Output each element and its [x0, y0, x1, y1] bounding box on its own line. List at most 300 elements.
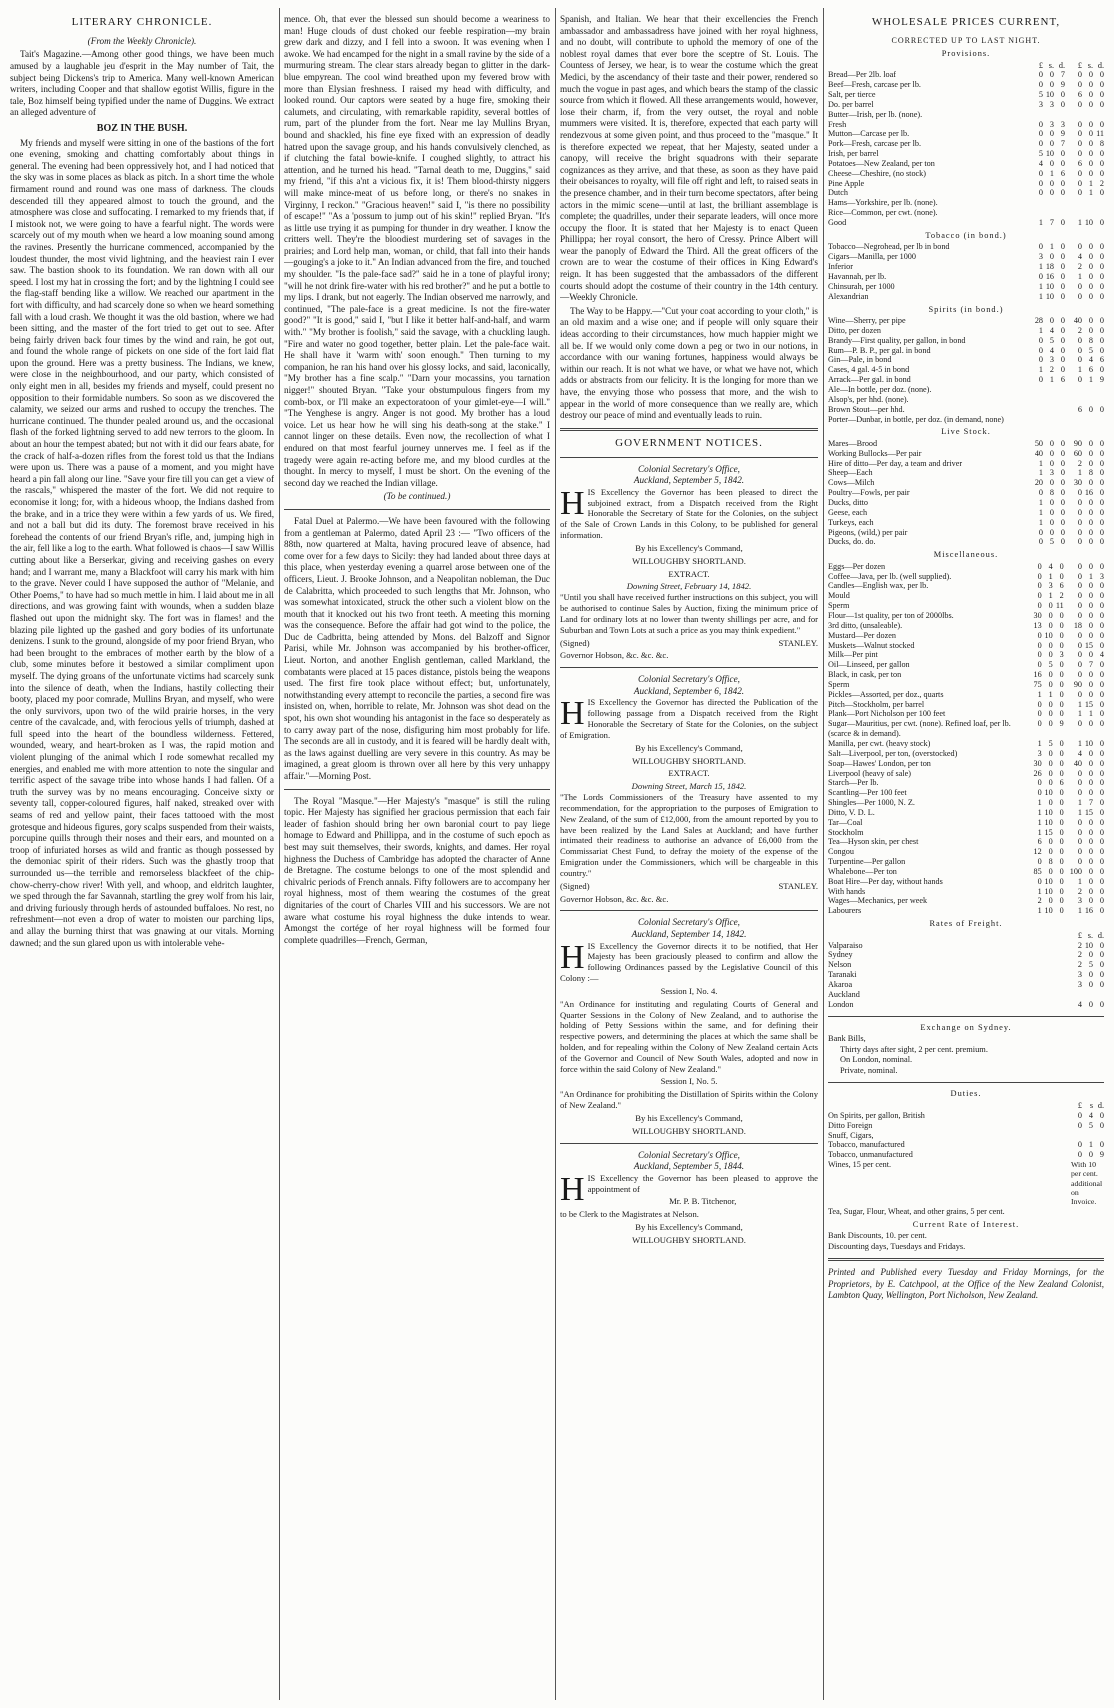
price-row — [828, 326, 1104, 336]
freight-value — [1082, 990, 1093, 1000]
price-row — [828, 749, 1104, 759]
divider — [284, 509, 550, 510]
price-value: 0 — [1037, 719, 1042, 729]
price-value: 0 — [1077, 768, 1082, 778]
price-value: 0 — [1099, 601, 1104, 611]
price-value: 10 — [1044, 817, 1053, 827]
price-row — [828, 365, 1104, 375]
interest-line: Bank Discounts, 10. per cent. — [828, 1231, 927, 1241]
price-item: Potatoes—New Zealand, per ton — [828, 158, 935, 168]
price-value: 10 — [1045, 90, 1054, 100]
price-row — [828, 680, 1104, 690]
price-value: 0 — [1088, 758, 1093, 768]
price-value: 0 — [1048, 896, 1053, 906]
price-value: 0 — [1038, 242, 1043, 252]
price-value: 0 — [1077, 601, 1082, 611]
price-value: 0 — [1049, 438, 1054, 448]
interest-lines — [828, 1231, 1104, 1252]
price-item: Manilla, per cwt. (heavy stock) — [828, 738, 931, 748]
unit-cell: £ — [1077, 930, 1082, 940]
freight-value: 0 — [1099, 970, 1104, 980]
price-value: 1 — [1037, 886, 1042, 896]
duty-item: Tobacco, unmanufactured — [828, 1150, 913, 1160]
price-value: 0 — [1038, 335, 1043, 345]
price-item: Candles—English wax, per lb. — [828, 581, 929, 591]
column-rule — [823, 8, 824, 1700]
duties-table — [828, 1101, 1104, 1217]
duty-item: Snuff, Cigars, — [828, 1130, 874, 1140]
price-row — [828, 887, 1104, 897]
price-value: 0 — [1059, 640, 1064, 650]
freight-destination: Akaroa — [828, 979, 853, 989]
price-value: 0 — [1099, 670, 1104, 680]
price-value: 0 — [1088, 591, 1093, 601]
price-value: 0 — [1060, 478, 1065, 488]
price-table — [828, 316, 1104, 424]
freight-value: 0 — [1088, 950, 1093, 960]
exchange-line: On London, nominal. — [840, 1055, 913, 1065]
price-value: 2 — [1077, 325, 1082, 335]
price-value: 11 — [1096, 129, 1104, 139]
price-value: 0 — [1088, 517, 1093, 527]
price-item: Coffee—Java, per lb. (well supplied). — [828, 571, 952, 581]
divider — [560, 457, 818, 458]
price-value: 0 — [1099, 404, 1104, 414]
duty-value — [1093, 1207, 1104, 1217]
price-item: Salt—Liverpool, per ton, (overstocked) — [828, 748, 958, 758]
price-value: 0 — [1088, 291, 1093, 301]
duty-value: 0 — [1077, 1140, 1082, 1150]
price-value: 0 — [1059, 788, 1064, 798]
price-value: 0 — [1099, 158, 1104, 168]
price-value: 30 — [1033, 758, 1042, 768]
price-value: 0 — [1077, 498, 1082, 507]
price-value — [1054, 385, 1065, 395]
price-item: Butter—Irish, per lb. (none). — [828, 109, 923, 119]
price-value: 1 — [1038, 218, 1043, 228]
price-item: Pine Apple — [828, 178, 865, 188]
price-row — [828, 395, 1104, 405]
duty-value: 5 — [1088, 1120, 1093, 1130]
price-value — [1082, 385, 1093, 395]
price-value: 1 — [1077, 738, 1082, 748]
price-value: 1 — [1088, 375, 1093, 385]
price-row — [828, 179, 1104, 189]
price-value: 2 — [1077, 458, 1082, 468]
price-item: Gin—Pale, in bond — [828, 355, 892, 365]
price-value: 1 — [1038, 517, 1043, 527]
price-value: 0 — [1059, 847, 1064, 857]
price-item: Chinsurah, per 1000 — [828, 281, 895, 291]
freight-value — [1071, 990, 1082, 1000]
price-value: 18 — [1073, 620, 1082, 630]
price-value: 0 — [1077, 561, 1082, 571]
price-value: 0 — [1077, 630, 1082, 640]
price-value: 0 — [1077, 517, 1082, 527]
price-value: 9 — [1060, 129, 1065, 139]
unit-cell: s. — [1048, 60, 1054, 70]
price-value: 0 — [1060, 468, 1065, 478]
price-item: Black, in cask, per ton — [828, 670, 902, 680]
notice-signatory: WILLOUGHBY SHORTLAND. — [632, 755, 746, 766]
price-item: Shingles—Per 1000, N. Z. — [828, 798, 915, 808]
price-value — [1071, 395, 1082, 405]
price-value: 0 — [1088, 601, 1093, 611]
price-value: 0 — [1077, 281, 1082, 291]
notice-appointment: Colonial Secretary's Office, Auckland, September 5, 1844. HIS Excellency the Governor has been pleased to approve the appointment of Mr. P. B. Titchenor, to be Clerk to the Magistrates at Nelson. By his Excellency's Command, WILLOUGHBY SHORTLAND. — [560, 1149, 818, 1245]
price-value — [1032, 405, 1043, 415]
price-value: 0 — [1038, 527, 1043, 537]
price-value: 0 — [1060, 262, 1065, 272]
freight-value: 2 — [1077, 950, 1082, 960]
exchange-line: Bank Bills, — [828, 1034, 866, 1044]
price-value: 6 — [1077, 404, 1082, 414]
notice-crown-lands — [560, 464, 818, 662]
price-value: 13 — [1033, 620, 1042, 630]
price-value: 0 — [1077, 345, 1082, 355]
price-value: 0 — [1049, 178, 1054, 188]
price-value: 4 — [1038, 158, 1043, 168]
price-item: Soap—Hawes' London, per ton — [828, 758, 931, 768]
freight-value: 3 — [1077, 979, 1082, 989]
price-value: 16 — [1045, 271, 1054, 281]
price-value — [1093, 208, 1104, 218]
price-value: 0 — [1060, 345, 1065, 355]
column-three — [560, 14, 818, 1698]
unit-cell: s. — [1087, 60, 1093, 70]
price-value: 0 — [1059, 660, 1064, 670]
price-section-heading: Miscellaneous. — [933, 550, 999, 560]
price-value: 0 — [1088, 886, 1093, 896]
price-value: 0 — [1077, 837, 1082, 847]
price-item: Oil—Linseed, per gallon — [828, 660, 910, 670]
price-value: 0 — [1099, 242, 1104, 252]
price-value — [1071, 385, 1082, 395]
price-row — [828, 159, 1104, 169]
duty-row — [828, 1150, 1104, 1160]
price-value — [1054, 395, 1065, 405]
price-value: 0 — [1037, 660, 1042, 670]
price-value: 0 — [1038, 119, 1043, 129]
price-value: 0 — [1099, 630, 1104, 640]
unit-cell: £ — [1038, 60, 1043, 70]
price-row — [828, 857, 1104, 867]
price-row — [828, 719, 1104, 739]
price-value: 0 — [1059, 679, 1064, 689]
price-value: 0 — [1099, 837, 1104, 847]
price-row — [828, 906, 1104, 916]
price-value: 0 — [1048, 709, 1053, 719]
price-value: 0 — [1099, 807, 1104, 817]
price-row — [828, 346, 1104, 356]
price-value: 0 — [1099, 876, 1104, 886]
price-row — [828, 488, 1104, 498]
price-value — [1043, 110, 1054, 120]
price-value: 0 — [1038, 129, 1043, 139]
duty-row — [828, 1131, 1104, 1141]
price-value: 5 — [1048, 660, 1053, 670]
price-value: 1 — [1077, 365, 1082, 375]
price-value — [1093, 110, 1104, 120]
price-value: 0 — [1088, 158, 1093, 168]
price-value: 4 — [1077, 748, 1082, 758]
price-value: 0 — [1099, 80, 1104, 90]
price-value: 0 — [1088, 748, 1093, 758]
price-value: 0 — [1099, 827, 1104, 837]
price-value: 3 — [1060, 119, 1065, 129]
price-value: 0 — [1037, 561, 1042, 571]
price-row — [828, 700, 1104, 710]
price-item: Labourers — [828, 906, 862, 916]
price-row — [828, 478, 1104, 488]
price-value: 1 — [1048, 571, 1053, 581]
extract-heading: EXTRACT. — [668, 568, 710, 579]
price-value: 0 — [1048, 847, 1053, 857]
addressee: Governor Hobson, &c. &c. &c. — [560, 650, 669, 661]
price-value: 0 — [1088, 876, 1093, 886]
price-value: 0 — [1099, 817, 1104, 827]
duty-row — [828, 1140, 1104, 1150]
freight-value: 3 — [1077, 970, 1082, 980]
price-value: 0 — [1048, 866, 1053, 876]
notice-text: IS Excellency the Governor directs it to be notified, that Her Majesty has been graciously pleased to confirm and allow the following Ordinances passed by the Legislative Council of this Colony :— — [560, 940, 818, 984]
price-value: 0 — [1088, 778, 1093, 788]
price-value: 0 — [1099, 738, 1104, 748]
price-value: 6 — [1099, 355, 1104, 365]
price-item: Good — [828, 218, 847, 228]
price-value: 0 — [1088, 537, 1093, 547]
price-value: 0 — [1059, 866, 1064, 876]
price-table — [828, 562, 1104, 916]
price-value: 0 — [1077, 355, 1082, 365]
price-value — [1043, 405, 1054, 415]
price-item: Hire of ditto—Per day, a team and driver — [828, 458, 963, 468]
price-value: 0 — [1099, 325, 1104, 335]
price-value: 2 — [1049, 365, 1054, 375]
duty-row — [828, 1207, 1104, 1217]
price-value: 0 — [1077, 857, 1082, 867]
exchange-line: Thirty days after sight, 2 per cent. premium. — [840, 1044, 988, 1054]
price-value: 4 — [1088, 355, 1093, 365]
price-item: Eggs—Per dozen — [828, 561, 886, 571]
imprint: Printed and Published every Tuesday and Friday Mornings, for the Proprietors, by E. Catchpool, at the Office of the New Zealand Colonist, Lambton Quay, Wellington, Port Nicholson, New Zealand. — [828, 1267, 1104, 1300]
price-item: Pork—Fresh, carcase per lb. — [828, 139, 921, 149]
price-row — [828, 100, 1104, 110]
duty-value: 0 — [1077, 1150, 1082, 1160]
price-value: 10 — [1044, 788, 1053, 798]
price-value: 0 — [1060, 517, 1065, 527]
price-value: 1 — [1077, 876, 1082, 886]
price-value: 0 — [1077, 168, 1082, 178]
freight-heading: Rates of Freight. — [929, 919, 1003, 929]
price-value — [1093, 198, 1104, 208]
price-value: 0 — [1099, 448, 1104, 458]
price-value: 0 — [1059, 886, 1064, 896]
price-value: 0 — [1048, 670, 1053, 680]
price-value — [1054, 198, 1065, 208]
price-row — [828, 739, 1104, 749]
price-value: 0 — [1060, 271, 1065, 281]
price-value: 0 — [1059, 611, 1064, 621]
price-value: 0 — [1088, 857, 1093, 867]
price-value: 8 — [1099, 139, 1104, 149]
price-value: 0 — [1048, 611, 1053, 621]
divider — [828, 1082, 1104, 1083]
price-value: 0 — [1088, 281, 1093, 291]
price-value: 0 — [1048, 837, 1053, 847]
duty-value: 0 — [1099, 1140, 1104, 1150]
notice-ordinances: Colonial Secretary's Office, Auckland, September 14, 1842. HIS Excellency the Governor directs it to be notified, that Her Majesty has been graciously pleased to confirm and allow the following Ordinances passed by the Legislative Council of this Colony :— Session I, No. 4. "An Ordinance for instituting and regulating Courts of General and Quarter Sessions in the Colony of New Zealand, and to authorise the holding of Petty Sessions within the same, and for defining their respective powers, and determining the places at which the same shall be holden, and for repealing within the Colony of New Zealand certain Acts of the Governor and Council of New South Wales, adopted and now in force within the said Colony of New Zealand." Session I, No. 5. "An Ordinance for prohibiting the Distillation of Spirits within the Colony of New Zealand." By his Excellency's Command, WILLOUGHBY SHORTLAND. — [560, 917, 818, 1136]
price-row — [828, 282, 1104, 292]
units-label — [828, 931, 1071, 941]
price-value — [1082, 208, 1093, 218]
price-value: 0 — [1099, 886, 1104, 896]
price-item: Muskets—Walnut stocked — [828, 640, 915, 650]
units-label — [828, 61, 1032, 71]
price-value: 0 — [1088, 896, 1093, 906]
price-value: 0 — [1060, 158, 1065, 168]
price-item: Flour—1st quality, per ton of 2000lbs. — [828, 611, 954, 621]
price-item: Hams—Yorkshire, per lb. (none). — [828, 198, 938, 208]
price-value: 0 — [1088, 262, 1093, 272]
price-value: 0 — [1099, 281, 1104, 291]
price-section-heading: Live Stock. — [941, 427, 991, 437]
price-item: Tar—Coal — [828, 817, 863, 827]
price-value: 0 — [1077, 817, 1082, 827]
duty-item: On Spirits, per gallon, British — [828, 1110, 925, 1120]
price-value: 1 — [1077, 807, 1082, 817]
price-item: Inferior — [828, 262, 854, 272]
price-value: 0 — [1099, 699, 1104, 709]
price-value: 0 — [1088, 404, 1093, 414]
price-value: 6 — [1059, 778, 1064, 788]
price-value: 0 — [1060, 218, 1065, 228]
price-row — [828, 778, 1104, 788]
price-row — [828, 572, 1104, 582]
price-table — [828, 61, 1104, 228]
price-value: 15 — [1044, 827, 1053, 837]
price-value: 1 — [1038, 498, 1043, 507]
price-value: 0 — [1038, 345, 1043, 355]
price-value: 0 — [1049, 448, 1054, 458]
freight-table — [828, 931, 1104, 1010]
extract-text: "Until you shall have received further instructions on this subject, you will be authorised to continue Sales by Auction, fixing the minimum price of Land for ordinary lots at no lower than twenty shillings per acre, and for Suburban and Town Lots at such a price as you may think expedient." — [560, 592, 818, 635]
exchange-lines — [828, 1034, 1104, 1076]
price-value: 0 — [1038, 271, 1043, 281]
price-value: 0 — [1077, 488, 1082, 498]
price-value: 2 — [1037, 896, 1042, 906]
units-row — [828, 61, 1104, 71]
price-row — [828, 336, 1104, 346]
price-value: 1 — [1088, 709, 1093, 719]
price-value: 0 — [1059, 906, 1064, 916]
price-row — [828, 70, 1104, 80]
price-row — [828, 439, 1104, 449]
price-value — [1071, 198, 1082, 208]
article-way-to-be-happy: The Way to be Happy.—"Cut your coat according to your cloth," is an old maxim and a wise one; and if people will only square their ideas according to their circumstances, how much happier might we all be. If we would only come down a peg or two in our notions, in accordance with our waning fortunes, happiness would always be within our reach. It is not what we have, or what we have not, which adds or abstracts from our felicity. It is the longing for more than we have, the envying those who possess that more, and the wish to appear in the world of more consequence than we really are, which destroy our peace of mind and eventually leads to ruin. — [560, 305, 818, 421]
price-row — [828, 670, 1104, 680]
price-item: Starch—Per lb. — [828, 778, 879, 788]
freight-destination: Taranaki — [828, 970, 857, 980]
price-item: Porter—Dunbar, in bottle, per doz. (in demand, none) — [828, 414, 1004, 424]
freight-value: 0 — [1099, 950, 1104, 960]
price-item: Stockholm — [828, 827, 864, 837]
price-value: 0 — [1048, 719, 1053, 729]
price-value: 0 — [1049, 80, 1054, 90]
freight-value: 5 — [1088, 960, 1093, 970]
price-value: 0 — [1088, 837, 1093, 847]
price-value: 0 — [1059, 807, 1064, 817]
price-value: 40 — [1073, 316, 1082, 326]
price-row — [828, 518, 1104, 528]
source-line: (From the Weekly Chronicle). — [87, 35, 197, 46]
signature-line: (Signed) STANLEY. — [560, 637, 818, 648]
price-value: 0 — [1088, 827, 1093, 837]
price-item: Fresh — [828, 119, 847, 129]
price-value: 0 — [1059, 758, 1064, 768]
price-value: 0 — [1060, 335, 1065, 345]
price-value: 0 — [1048, 601, 1053, 611]
price-value: 0 — [1048, 679, 1053, 689]
price-value: 0 — [1048, 620, 1053, 630]
price-item: Pitch—Stockholm, per barrel — [828, 699, 925, 709]
price-value: 85 — [1033, 866, 1042, 876]
price-value: 0 — [1049, 517, 1054, 527]
price-value: 6 — [1037, 837, 1042, 847]
price-value: 20 — [1034, 478, 1043, 488]
price-item: Brandy—First quality, per gallon, in bond — [828, 335, 966, 345]
price-row — [828, 591, 1104, 601]
price-row — [828, 798, 1104, 808]
price-item: Ditto, V. D. L. — [828, 807, 875, 817]
price-value: 0 — [1037, 591, 1042, 601]
price-value: 4 — [1099, 650, 1104, 660]
price-value: 0 — [1099, 488, 1104, 498]
price-value: 10 — [1084, 738, 1093, 748]
extract-date: Downing Street, February 14, 1842. — [626, 581, 752, 592]
column-two — [284, 14, 550, 1698]
masque-continued: Spanish, and Italian. We hear that their excellencies the French ambassador and ambassadress have joined with her royal highness, and no doubt, will contribute to uphold the memory of one of the noblest royal dames that ever bore the sceptre of St. Louis. The Countess of Jersey, we hear, is to wear the costume which the great Medici, by the ascendancy of their taste and their power, rendered so much the vogue in past ages, and which bears the stamp of the classic source from which it flowed. All these arrangements would, however, lose their charm, if, from the very outset, the royal and noble mummers were visited. It is, therefore, expected that each party will rendezvous at some given point, and thus proceed to the "masque." It is therefore expected we repeat, that her Majesty, seated under a canopy, will receive the bright squadrons with their separate cognizances as they arrive, and that these, as soon as they have paid their obeisances to royalty, will file off right and left, to raised seats in the presence chamber, and in their turn become spectators, after being actors in the mimic scene—until at last, the brilliant assemblage is complete; the quadrilles, under their separate leaders, will once more occupy the floor. It is stated that her Majesty is to enact Queen Phillippa; her royal consort, the hero of Cressy. Prince Albert will wear the panoply of Edward the Third. All the great officers of the crown are to wear the costume of their offices in King Edward's reign. It has been suggested that the ambassadors of the different courts should adopt the costume of their country in the 14th century.—Weekly Chronicle. — [560, 14, 818, 303]
price-value: 0 — [1060, 149, 1065, 159]
price-value: 0 — [1099, 252, 1104, 262]
unit-cell: £ — [1077, 60, 1082, 70]
price-row — [828, 650, 1104, 660]
price-value: 15 — [1084, 807, 1093, 817]
story-body: My friends and myself were sitting in one of the bastions of the fort one evening, smoking and chatting comfortably about things in general. The evening had been oppressively hot, and I had noticed that the sky was in some places as black as pitch. In a short time the whole firmament round and round was one mass of darkness. The clouds descended till they appeared almost to touch the ground, and the atmosphere was close and suffocating. I remarked to my friends that, if I mistook not, we were going to have a fearful night. The words were scarcely out of my mouth when we heard a low moaning sound among the ravines. Presently the hurricane commenced, accompanied by the loudest thunder, the most vivid lightning, and the heaviest rain I ever saw. The bastion shook to its foundation. We ran down with all our speed. I lost my hat in crossing the fort; and by the lightning I could see the flag-staff bending like a willow. We reached our apartment in the fort with difficulty, and had scarcely done so when we heard something fall with a loud crash. We thought it was the old bastion, where we had been sitting, and the master of the fort tried to get out to see. After being fairly driven back four times by the wind and rain, he got out, and found the whole range of pickets on one side of the fort laid flat upon the ground. Here was a pretty business. The Indians, we knew, were close in the neighbourhood, and our party, which consisted of only eight men in all, besides my friends and myself, could present no opposition to their formidable numbers. So soon as we discovered the calamity, we seized our arms and rushed to occupy the trenches. The hurricane continued. The thunder pealed around us, and the occasional flash of the forked lightning served to add new terrors to the gloom. In about an hour the tempest abated; but not with it did our fears abate, for the crack of half-a-dozen rifles from the forest told us that the Indians were upon us. There was a pause of a moment, and you might have heard a pin fall along our line. "Save your fire till you can get a view of the rascals," whispered the master of the fort. We did not require to economise it long; for, with a hideous whoop, the Indians dashed from the brake, and in a trice they were within a few yards of us. We fired, and not a ball but did its duty. The foremost brave received in his forehead the contents of our friend Bryan's rifle, and, jumping high in the air, fell like a log to the earth. What followed is chaos—I saw Willis cutting about like a Berserkar, giving and receiving gashes on every hand; and I warrant me, many a Blackfoot will carry his mark with him to the grave. Never could I have supposed the author of "Melanie, and Other Poems," to have had so much mettle in him. I laid about me in all directions, and was growing faint with wounds, when a sudden blaze flashed out upon the midnight sky. The fort was in flames! and the blazing pile lighted up the gashed and gory bodies of its unfortunate denizens. I sunk to the ground, alongside of my poor friend Bryan, who had been brought to the embraces of mother earth by the blow of a club, some minutes before it bestowed a similar compliment upon myself. The dying groans of the unfortunate victims had scarcely sunk into the silence of death, when the Indians, hastily collecting their booty, placed my poor comrade, Mullins Bryan, and myself, who were the only survivors, upon two of the wild prairie horses, in the very centre of the cavalcade, and, with ferocious yells of triumph, dashed at full speed into the heart of the boundless wilderness. Fettered, wounded, weary, and heart-broken as I was, the rapid motion and violent plunging of the animal which I rode somewhat recalled my energies, and enabled me with more attention to note the singular and terrific aspect of the savage tribe into whose hands I had fallen. Of a truth the survey was by no means encouraging. Conceive sixty or seventy tall, copper-coloured figures, half naked, streaked over with seams of red and yellow paint, their faces tattooed with the most grotesque and hideous figures, gory scalps suspended from their waists, porcupine quills through their noses and their ears, and mounted on a troop of infuriated horses as wild and frantic as though possessed by the demoniac spirit of their riders. Such was the ghastly troop that surrounded us—the terrible and remorseless blackfeet of the chip-chow-cherry-chow river! With yell, and whoop, and eldritch laughter, we sped through the far Savannah, startling the grey wolf from his lair, and driving furiously through herds of astounded buffaloes. No rest, no refreshment—not even a drop of water to moisten our parching lips, and allay the burning thirst that was gnawing at our vitals. Morning dawned; and the sun glared upon us with intolerable vehe- — [10, 137, 274, 948]
price-item: Sperm — [828, 679, 850, 689]
price-value: 0 — [1059, 748, 1064, 758]
price-value: 0 — [1049, 252, 1054, 262]
price-row — [828, 562, 1104, 572]
price-value: 0 — [1088, 817, 1093, 827]
price-value: 16 — [1084, 488, 1093, 498]
price-value: 0 — [1099, 438, 1104, 448]
duty-item: Tea, Sugar, Flour, Wheat, and other grains, 5 per cent. — [828, 1206, 1005, 1216]
price-value: 0 — [1060, 90, 1065, 100]
price-value: 0 — [1077, 689, 1082, 699]
price-value: 0 — [1088, 866, 1093, 876]
price-value: 1 — [1037, 689, 1042, 699]
price-value: 0 — [1048, 650, 1053, 660]
price-item: Pigeons, (wild,) per pair — [828, 527, 908, 537]
price-row — [828, 272, 1104, 282]
price-value: 0 — [1038, 355, 1043, 365]
price-value: 0 — [1060, 316, 1065, 326]
price-row — [828, 169, 1104, 179]
price-value: 9 — [1099, 375, 1104, 385]
price-value: 0 — [1037, 630, 1042, 640]
duty-value — [1093, 1131, 1104, 1141]
